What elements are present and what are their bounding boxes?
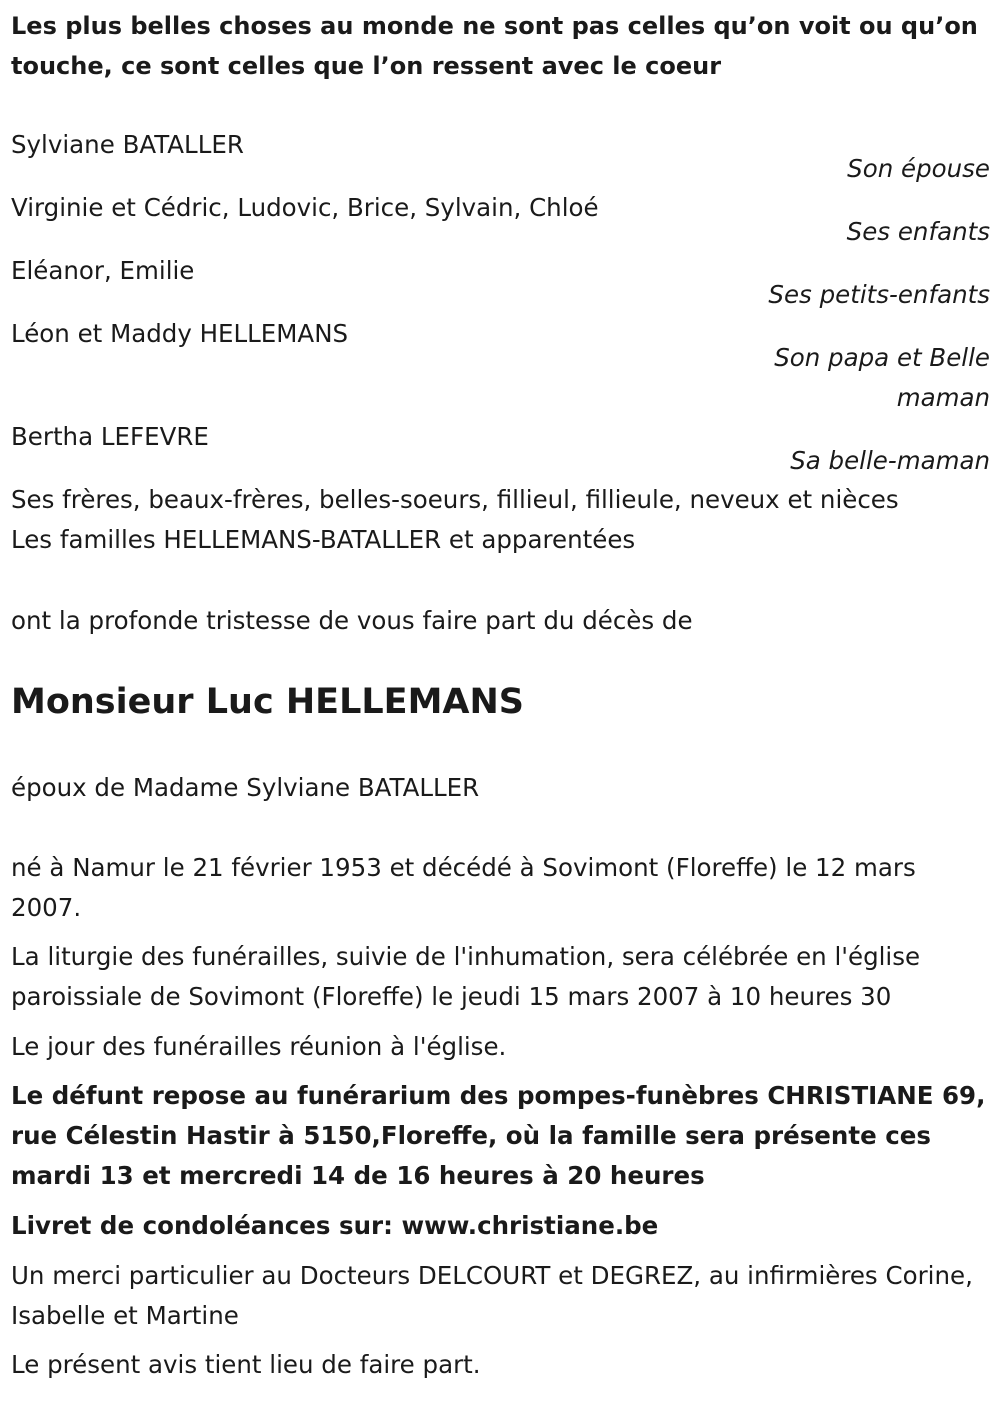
family-name: Sylviane BATALLER	[11, 130, 244, 159]
family-name: Virginie et Cédric, Ludovic, Brice, Sylvain, Chloé	[11, 193, 599, 222]
liturgy-text: La liturgie des funérailles, suivie de l'inhumation, sera célébrée en l'église paroissiale de Sovimont (Floreffe) le jeudi 15 mars 2007 à 10 heures 30	[11, 942, 921, 1011]
family-role: Son épouse	[847, 154, 990, 183]
funerarium-text: Le défunt repose au funérarium des pompes-funèbres CHRISTIANE 69, rue Célestin Hastir à 5150,Floreffe, où la famille sera présente ces mardi 13 et mercredi 14 de 16 heures à 20 heures	[11, 1081, 986, 1190]
families-line: Les familles HELLEMANS-BATALLER et apparentées	[11, 525, 636, 554]
family-entry-spouse	[11, 125, 990, 187]
opening-quote: Les plus belles choses au monde ne sont pas celles qu’on voit ou qu’on touche, ce sont celles que l’on ressent avec le coeur	[11, 12, 978, 80]
condolences-text: Livret de condoléances sur: www.christiane.be	[11, 1211, 659, 1240]
family-name: Bertha LEFEVRE	[11, 422, 209, 451]
notice-text: Le présent avis tient lieu de faire part.	[11, 1350, 481, 1379]
family-role: Sa belle-maman	[790, 446, 990, 475]
announcement-text: ont la profonde tristesse de vous faire part du décès de	[11, 606, 693, 635]
birth-death-text: né à Namur le 21 février 1953 et décédé à Sovimont (Floreffe) le 12 mars 2007.	[11, 853, 916, 922]
family-entry-grandchildren	[11, 251, 990, 313]
family-name: Eléanor, Emilie	[11, 256, 195, 285]
family-entry-mother-in-law	[11, 417, 990, 479]
deceased-name: Monsieur Luc HELLEMANS	[11, 682, 525, 722]
siblings-line: Ses frères, beaux-frères, belles-soeurs, fillieul, fillieule, neveux et nièces	[11, 485, 899, 514]
spouse-line: époux de Madame Sylviane BATALLER	[11, 773, 480, 802]
family-entry-father	[11, 314, 990, 414]
thanks-text: Un merci particulier au Docteurs DELCOURT et DEGREZ, au infirmières Corine, Isabelle et Martine	[11, 1261, 973, 1330]
meeting-text: Le jour des funérailles réunion à l'église.	[11, 1032, 507, 1061]
family-entry-children	[11, 188, 990, 250]
family-role-line1: Son papa et Belle	[774, 343, 990, 372]
family-name: Léon et Maddy HELLEMANS	[11, 319, 349, 348]
family-role-line2: maman	[896, 383, 990, 412]
family-role: Ses enfants	[846, 217, 990, 246]
family-role: Ses petits-enfants	[768, 280, 990, 309]
